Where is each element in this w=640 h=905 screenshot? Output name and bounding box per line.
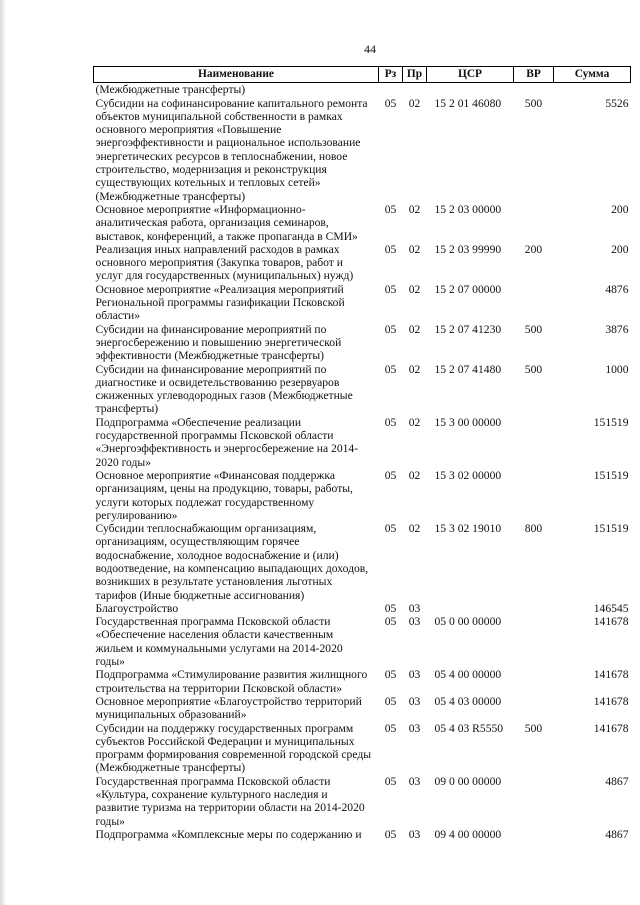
row-rz-cell: 05 xyxy=(384,774,397,788)
table-row xyxy=(94,615,631,668)
row-pr-cell: 03 xyxy=(408,774,421,788)
header-name: Наименование xyxy=(94,67,379,83)
row-csr-cell: 09 4 00 00000 xyxy=(434,827,502,841)
row-name-cell: (Межбюджетные трансферты) xyxy=(95,83,246,97)
table-row xyxy=(94,522,631,602)
row-pr-cell: 02 xyxy=(408,468,421,482)
row-sum-cell: 5526 xyxy=(605,96,629,110)
row-vr-cell xyxy=(514,615,554,668)
row-rz-cell xyxy=(379,83,403,97)
page-number: 44 xyxy=(364,42,376,56)
row-pr-cell: 03 xyxy=(408,721,421,735)
row-rz-cell: 05 xyxy=(384,202,397,216)
row-rz-cell: 05 xyxy=(384,668,397,682)
row-csr-cell: 05 4 03 R5550 xyxy=(434,721,504,735)
header-vr: ВР xyxy=(514,67,554,83)
row-name-cell: Субсидии теплоснабжающим организациям, организациям, осуществляющим горячее водоснабжение, холодное водоснабжение и (или) водоотведение, на компенсацию выпадающих доходов, возникших в результате установления льготных тарифов (Иные бюджетные ассигнования) xyxy=(95,522,369,602)
row-vr-cell xyxy=(514,203,554,243)
row-pr-cell: 02 xyxy=(408,96,421,110)
row-name-cell: Государственная программа Псковской области «Обеспечение населения области качественным жильем и коммунальными услугами на 2014-2020 годы» xyxy=(95,615,343,669)
row-csr-cell: 05 0 00 00000 xyxy=(434,615,502,629)
row-sum-cell: 141678 xyxy=(593,694,629,708)
row-pr-cell: 03 xyxy=(408,615,421,629)
row-rz-cell: 05 xyxy=(384,468,397,482)
row-name-cell: Подпрограмма «Комплексные меры по содержанию и xyxy=(95,827,362,841)
row-name-cell: Основное мероприятие «Благоустройство территорий муниципальных образований» xyxy=(95,694,362,722)
row-sum-cell: 4876 xyxy=(605,282,629,296)
row-vr-cell: 200 xyxy=(524,242,543,256)
row-vr-cell: 800 xyxy=(524,522,543,536)
table-row xyxy=(94,469,631,522)
row-rz-cell: 05 xyxy=(384,721,397,735)
row-sum-cell xyxy=(554,83,631,97)
row-vr-cell xyxy=(514,83,554,97)
row-rz-cell: 05 xyxy=(384,322,397,336)
row-pr-cell: 03 xyxy=(408,694,421,708)
row-csr-cell: 09 0 00 00000 xyxy=(434,774,502,788)
row-sum-cell: 141678 xyxy=(593,721,629,735)
table-row xyxy=(94,695,631,722)
row-csr-cell: 15 2 07 00000 xyxy=(434,282,502,296)
row-csr-cell xyxy=(427,602,514,615)
row-vr-cell xyxy=(514,828,554,841)
row-name-cell: Благоустройство xyxy=(95,601,179,615)
table-row xyxy=(94,203,631,243)
row-vr-cell: 500 xyxy=(524,721,543,735)
row-vr-cell: 500 xyxy=(524,362,543,376)
row-vr-cell xyxy=(514,416,554,469)
budget-table xyxy=(93,66,631,841)
row-name-cell: Основное мероприятие «Финансовая поддержка организациям, цены на продукцию, товары, работы, услуги которых подлежат государственному регулированию» xyxy=(95,468,353,522)
table-row xyxy=(94,416,631,469)
row-pr-cell: 03 xyxy=(408,668,421,682)
row-sum-cell: 146545 xyxy=(593,601,629,615)
table-header-row xyxy=(94,67,631,83)
table-row xyxy=(94,722,631,775)
row-csr-cell: 15 3 02 19010 xyxy=(434,522,502,536)
row-name-cell: Основное мероприятие «Информационно-аналитическая работа, организация семинаров, выставок, конференций, а также пропаганда в СМИ» xyxy=(95,202,358,243)
row-name-cell: Подпрограмма «Стимулирование развития жилищного строительства на территории Псковской области» xyxy=(95,668,368,695)
row-rz-cell: 05 xyxy=(384,522,397,536)
table-row xyxy=(94,323,631,363)
row-name-cell: Реализация иных направлений расходов в рамках основного мероприятия (Закупка товаров, работ и услуг для государственных (муниципальных) нужд) xyxy=(95,242,354,283)
table-row xyxy=(94,83,631,97)
row-rz-cell: 05 xyxy=(384,601,397,615)
header-sum: Сумма xyxy=(554,67,631,83)
row-vr-cell xyxy=(514,775,554,828)
row-csr-cell: 15 3 00 00000 xyxy=(434,415,502,429)
row-csr-cell: 15 3 02 00000 xyxy=(434,468,502,482)
row-rz-cell: 05 xyxy=(384,96,397,110)
row-sum-cell: 151519 xyxy=(593,415,629,429)
row-csr-cell xyxy=(427,83,514,97)
row-csr-cell: 15 2 03 99990 xyxy=(434,242,502,256)
row-sum-cell: 200 xyxy=(611,202,629,216)
table-row xyxy=(94,602,631,615)
header-csr: ЦСР xyxy=(427,67,514,83)
header-rz: Рз xyxy=(379,67,403,83)
row-sum-cell: 200 xyxy=(611,242,629,256)
row-sum-cell: 1000 xyxy=(605,362,629,376)
row-sum-cell: 3876 xyxy=(605,322,629,336)
row-rz-cell: 05 xyxy=(384,242,397,256)
row-name-cell: Субсидии на софинансирование капитального ремонта объектов муниципальной собственности в рамках основного мероприятия «Повышение энергоэффективности и рациональное использование энергетических ресурсов в теплоснабжении, новое строительство, модернизация и реконструкция существующих котельных и тепловых сетей» (Межбюджетные трансферты) xyxy=(95,96,368,203)
table-row xyxy=(94,668,631,695)
table-row xyxy=(94,243,631,283)
scan-left-edge xyxy=(0,0,7,905)
row-vr-cell xyxy=(514,695,554,722)
row-vr-cell: 500 xyxy=(524,96,543,110)
row-name-cell: Государственная программа Псковской области «Культура, сохранение культурного наследия и развитие туризма на территории области на 2014-2020 годы» xyxy=(95,774,365,828)
row-vr-cell xyxy=(514,668,554,695)
row-pr-cell xyxy=(403,83,427,97)
row-sum-cell: 4867 xyxy=(605,827,629,841)
table-row xyxy=(94,283,631,323)
table-row xyxy=(94,97,631,203)
row-rz-cell: 05 xyxy=(384,694,397,708)
row-name-cell: Основное мероприятие «Реализация мероприятий Региональной программы газификации Псковской области» xyxy=(95,282,345,323)
row-sum-cell: 4867 xyxy=(605,774,629,788)
row-pr-cell: 02 xyxy=(408,202,421,216)
row-pr-cell: 02 xyxy=(408,415,421,429)
row-pr-cell: 02 xyxy=(408,322,421,336)
table-row xyxy=(94,775,631,828)
row-csr-cell: 15 2 07 41480 xyxy=(434,362,502,376)
row-name-cell: Субсидии на финансирование мероприятий по энергосбережению и повышению энергетической эффективности (Межбюджетные трансферты) xyxy=(95,322,342,363)
row-rz-cell: 05 xyxy=(384,827,397,841)
row-rz-cell: 05 xyxy=(384,615,397,629)
row-name-cell: Подпрограмма «Обеспечение реализации государственной программы Псковской области «Энергоэффективность и энергосбережение на 2014-2020 годы» xyxy=(95,415,359,469)
table-row xyxy=(94,363,631,416)
row-csr-cell: 15 2 07 41230 xyxy=(434,322,502,336)
row-pr-cell: 02 xyxy=(408,242,421,256)
row-sum-cell: 141678 xyxy=(593,615,629,629)
row-vr-cell: 500 xyxy=(524,322,543,336)
row-vr-cell xyxy=(514,602,554,615)
row-rz-cell: 05 xyxy=(384,362,397,376)
row-name-cell: Субсидии на поддержку государственных программ субъектов Российской Федерации и муниципальных программ формирования современной городской среды (Межбюджетные трансферты) xyxy=(95,721,372,775)
row-pr-cell: 03 xyxy=(408,827,421,841)
row-sum-cell: 151519 xyxy=(593,522,629,536)
row-csr-cell: 05 4 03 00000 xyxy=(434,694,502,708)
row-sum-cell: 151519 xyxy=(593,468,629,482)
row-csr-cell: 15 2 03 00000 xyxy=(434,202,502,216)
row-pr-cell: 02 xyxy=(408,522,421,536)
header-pr: Пр xyxy=(403,67,427,83)
row-csr-cell: 05 4 00 00000 xyxy=(434,668,502,682)
row-pr-cell: 02 xyxy=(408,362,421,376)
row-name-cell: Субсидии на финансирование мероприятий по диагностике и освидетельствованию резервуаров сжиженных углеводородных газов (Межбюджетные трансферты) xyxy=(95,362,353,416)
row-pr-cell: 02 xyxy=(408,282,421,296)
row-pr-cell: 03 xyxy=(408,601,421,615)
row-rz-cell: 05 xyxy=(384,415,397,429)
row-csr-cell: 15 2 01 46080 xyxy=(434,96,502,110)
table-body xyxy=(94,83,631,841)
row-vr-cell xyxy=(514,283,554,323)
table-row xyxy=(94,828,631,841)
row-rz-cell: 05 xyxy=(384,282,397,296)
row-sum-cell: 141678 xyxy=(593,668,629,682)
row-vr-cell xyxy=(514,469,554,522)
